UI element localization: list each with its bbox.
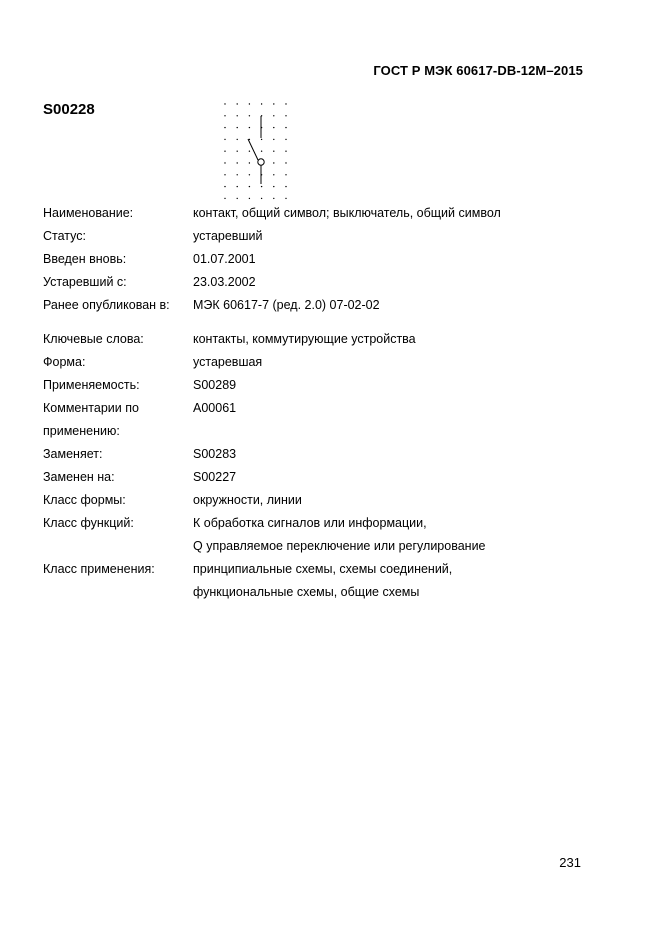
field-value: S00227	[193, 470, 237, 484]
field-row	[43, 443, 603, 466]
document-header: ГОСТ Р МЭК 60617-DB-12M–2015	[373, 63, 583, 78]
field-label: Применяемость:	[43, 378, 140, 392]
field-value: МЭК 60617-7 (ред. 2.0) 07-02-02	[193, 298, 380, 312]
field-label: Форма:	[43, 355, 86, 369]
grid-dot	[249, 186, 250, 187]
field-value: контакты, коммутирующие устройства	[193, 332, 416, 346]
field-value: 23.03.2002	[193, 275, 256, 289]
field-value: A00061	[193, 401, 237, 415]
grid-dot	[249, 115, 250, 116]
grid-dot	[273, 139, 274, 140]
grid-dot	[237, 115, 238, 116]
field-label: Класс функций:	[43, 516, 134, 530]
grid-dot	[249, 162, 250, 163]
switch-contact-symbol	[220, 98, 292, 204]
field-row	[43, 294, 603, 317]
field-row	[43, 225, 603, 248]
field-row	[43, 581, 603, 604]
grid-dot	[224, 174, 225, 175]
field-label: Введен вновь:	[43, 252, 127, 266]
grid-dot	[273, 198, 274, 199]
field-row	[43, 374, 603, 397]
field-row	[43, 248, 603, 271]
grid-dot	[224, 162, 225, 163]
grid-dot	[261, 186, 262, 187]
field-value: окружности, линии	[193, 493, 302, 507]
field-value: Q управляемое переключение или регулирование	[193, 539, 486, 553]
field-value: принципиальные схемы, схемы соединений,	[193, 562, 453, 576]
field-row	[43, 397, 603, 420]
field-row	[43, 328, 603, 351]
grid-dot	[224, 198, 225, 199]
field-value: S00283	[193, 447, 237, 461]
field-row	[43, 512, 603, 535]
grid-dot	[224, 139, 225, 140]
grid-dot	[261, 103, 262, 104]
field-label: Класс формы:	[43, 493, 126, 507]
field-value: устаревший	[193, 229, 263, 243]
grid-dot	[237, 151, 238, 152]
field-label: Класс применения:	[43, 562, 155, 576]
field-value: функциональные схемы, общие схемы	[193, 585, 420, 599]
grid-dot	[285, 186, 286, 187]
contact-pivot-circle	[258, 159, 264, 165]
field-row	[43, 271, 603, 294]
group-spacer	[43, 317, 603, 328]
grid-dot	[224, 127, 225, 128]
field-row	[43, 202, 603, 225]
field-row	[43, 466, 603, 489]
grid-dot	[249, 174, 250, 175]
grid-dot	[273, 151, 274, 152]
grid-dot	[249, 103, 250, 104]
grid-dot	[237, 174, 238, 175]
field-label: Устаревший с:	[43, 275, 127, 289]
grid-dot	[285, 115, 286, 116]
grid-dot	[224, 115, 225, 116]
grid-dot	[273, 103, 274, 104]
grid-dot	[285, 174, 286, 175]
grid-dot	[285, 151, 286, 152]
grid-dot	[285, 162, 286, 163]
grid-dot	[249, 198, 250, 199]
grid-dot	[249, 151, 250, 152]
field-value: контакт, общий символ; выключатель, общий символ	[193, 206, 501, 220]
grid-dot	[237, 186, 238, 187]
field-label: Комментарии по	[43, 401, 139, 415]
grid-dot	[237, 139, 238, 140]
field-row	[43, 489, 603, 512]
grid-dot	[273, 186, 274, 187]
field-row	[43, 420, 603, 443]
page-number: 231	[559, 855, 581, 870]
field-label: Заменяет:	[43, 447, 103, 461]
grid-dots	[224, 103, 286, 199]
field-value: устаревшая	[193, 355, 263, 369]
field-group-secondary	[43, 328, 603, 604]
grid-dot	[261, 198, 262, 199]
grid-dot	[285, 127, 286, 128]
field-value: S00289	[193, 378, 237, 392]
grid-dot	[285, 139, 286, 140]
grid-dot	[285, 198, 286, 199]
grid-dot	[237, 198, 238, 199]
grid-dot	[224, 186, 225, 187]
field-label: Заменен на:	[43, 470, 115, 484]
grid-dot	[237, 127, 238, 128]
field-value: К обработка сигналов или информации,	[193, 516, 427, 530]
grid-dot	[261, 151, 262, 152]
field-value: 01.07.2001	[193, 252, 256, 266]
field-label: Наименование:	[43, 206, 134, 220]
symbol-code: S00228	[43, 101, 95, 118]
field-group-primary	[43, 202, 603, 317]
field-list	[43, 202, 603, 604]
switch-blade-line	[248, 139, 258, 160]
field-label: Ранее опубликован в:	[43, 298, 170, 312]
grid-dot	[224, 103, 225, 104]
field-label: Статус:	[43, 229, 86, 243]
field-row	[43, 558, 603, 581]
field-row	[43, 535, 603, 558]
grid-dot	[249, 127, 250, 128]
grid-dot	[237, 162, 238, 163]
grid-dot	[273, 115, 274, 116]
field-label: применению:	[43, 424, 120, 438]
grid-dot	[237, 103, 238, 104]
field-label: Ключевые слова:	[43, 332, 144, 346]
field-row	[43, 351, 603, 374]
grid-dot	[224, 151, 225, 152]
grid-dot	[285, 103, 286, 104]
grid-dot	[261, 139, 262, 140]
grid-dot	[273, 174, 274, 175]
grid-dot	[273, 127, 274, 128]
grid-dot	[273, 162, 274, 163]
